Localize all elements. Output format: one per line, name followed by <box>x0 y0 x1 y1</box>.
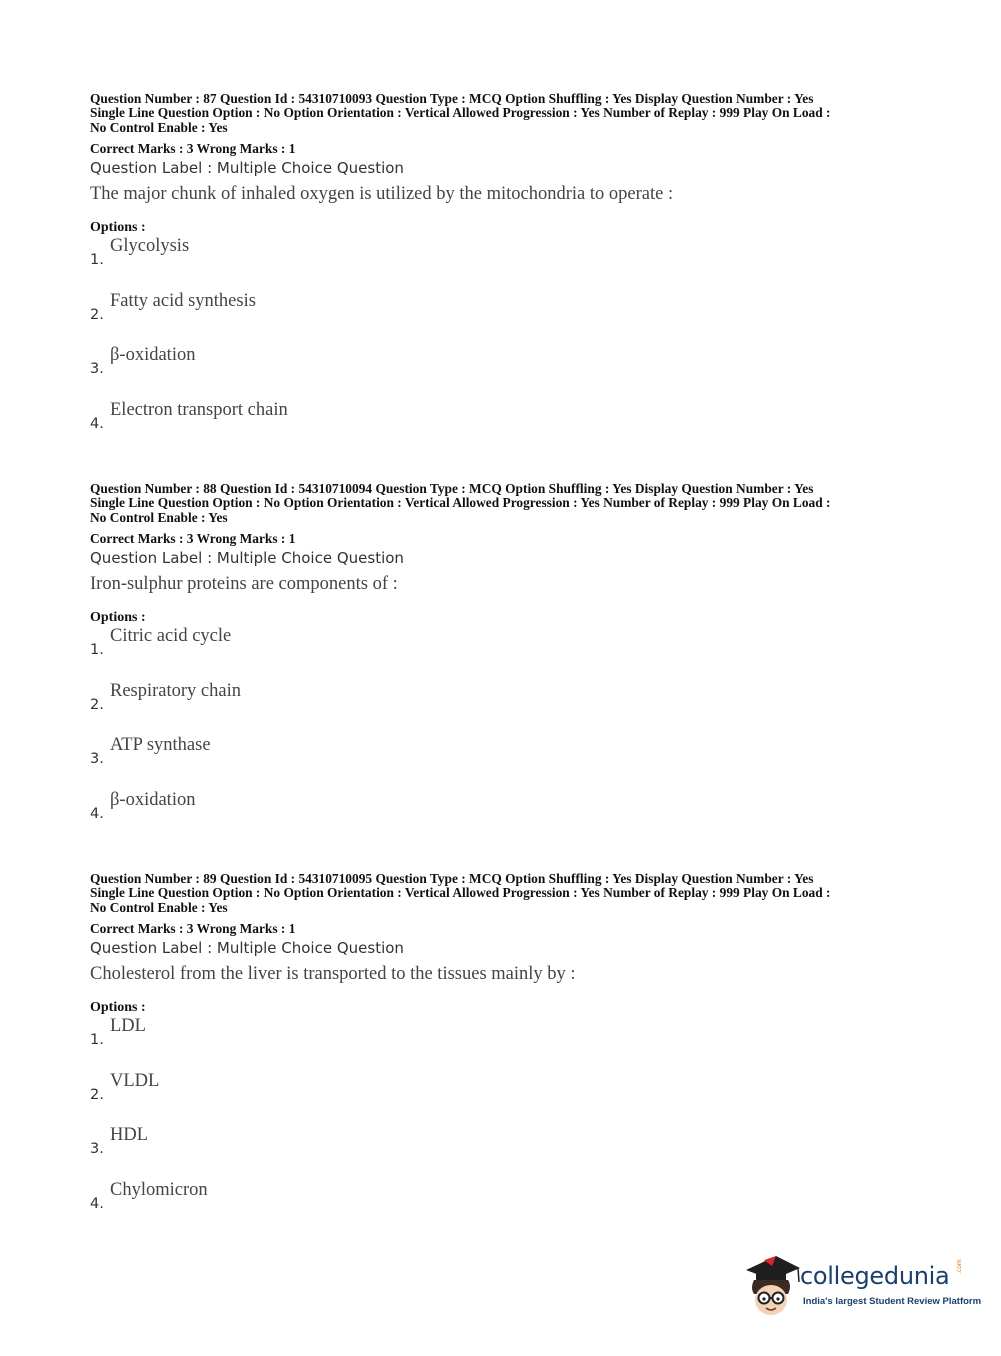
question-marks: Correct Marks : 3 Wrong Marks : 1 <box>90 141 296 157</box>
question-text: Iron-sulphur proteins are components of : <box>90 574 398 595</box>
option-text: Fatty acid synthesis <box>110 290 256 311</box>
option-item <box>90 1071 920 1126</box>
option-text: Respiratory chain <box>110 680 241 701</box>
option-text: Electron transport chain <box>110 399 288 420</box>
question-meta: Question Number : 89 Question Id : 54310710095 Question Type : MCQ Option Shuffling : Yes Display Question Number : Yes Single Line Question Option : No Option Orientation : Vertical Allowed Progression : Yes Number of Replay : 999 Play On Load : No Control Enable : Yes <box>90 871 831 915</box>
option-item <box>90 681 920 736</box>
options-heading: Options : <box>90 220 146 236</box>
options-heading: Options : <box>90 610 146 626</box>
option-item <box>90 626 920 681</box>
question-marks: Correct Marks : 3 Wrong Marks : 1 <box>90 921 296 937</box>
option-text: VLDL <box>110 1070 160 1091</box>
logo-wordmark: collegedunia <box>800 1262 950 1290</box>
option-item <box>90 345 920 400</box>
question-88 <box>90 482 920 844</box>
option-number: 4. <box>90 1195 104 1212</box>
question-87 <box>90 92 920 454</box>
option-text: β-oxidation <box>110 345 196 366</box>
option-text: β-oxidation <box>110 789 196 810</box>
question-label: Question Label : Multiple Choice Question <box>90 159 404 178</box>
option-item <box>90 735 920 790</box>
option-number: 4. <box>90 415 104 432</box>
option-text: Citric acid cycle <box>110 626 232 647</box>
option-text: HDL <box>110 1125 149 1146</box>
logo-suffix: .com <box>956 1259 963 1274</box>
option-text: ATP synthase <box>110 735 211 756</box>
option-text: Chylomicron <box>110 1179 208 1200</box>
option-number: 1. <box>90 1032 104 1049</box>
option-item <box>90 291 920 346</box>
option-number: 2. <box>90 1086 104 1103</box>
option-item <box>90 1180 920 1235</box>
question-label: Question Label : Multiple Choice Question <box>90 939 404 958</box>
question-label: Question Label : Multiple Choice Question <box>90 549 404 568</box>
option-number: 2. <box>90 696 104 713</box>
option-number: 3. <box>90 1141 104 1158</box>
question-89 <box>90 872 920 1234</box>
option-number: 1. <box>90 252 104 269</box>
option-item <box>90 790 920 845</box>
option-number: 4. <box>90 805 104 822</box>
option-item <box>90 400 920 455</box>
option-number: 3. <box>90 751 104 768</box>
options-heading: Options : <box>90 1000 146 1016</box>
option-text: Glycolysis <box>110 236 190 257</box>
option-number: 2. <box>90 306 104 323</box>
question-text: Cholesterol from the liver is transported to the tissues mainly by : <box>90 964 576 985</box>
question-meta: Question Number : 87 Question Id : 54310710093 Question Type : MCQ Option Shuffling : Yes Display Question Number : Yes Single Line Question Option : No Option Orientation : Vertical Allowed Progression : Yes Number of Replay : 999 Play On Load : No Control Enable : Yes <box>90 91 831 135</box>
option-item <box>90 236 920 291</box>
question-meta: Question Number : 88 Question Id : 54310710094 Question Type : MCQ Option Shuffling : Yes Display Question Number : Yes Single Line Question Option : No Option Orientation : Vertical Allowed Progression : Yes Number of Replay : 999 Play On Load : No Control Enable : Yes <box>90 481 831 525</box>
option-text: LDL <box>110 1016 146 1037</box>
logo-tagline: India's largest Student Review Platform <box>803 1296 982 1307</box>
option-number: 1. <box>90 642 104 659</box>
option-item <box>90 1125 920 1180</box>
question-text: The major chunk of inhaled oxygen is utilized by the mitochondria to operate : <box>90 184 674 205</box>
mascot-icon <box>742 1248 802 1320</box>
option-item <box>90 1016 920 1071</box>
collegedunia-logo[interactable] <box>742 1248 982 1320</box>
question-marks: Correct Marks : 3 Wrong Marks : 1 <box>90 531 296 547</box>
option-number: 3. <box>90 361 104 378</box>
